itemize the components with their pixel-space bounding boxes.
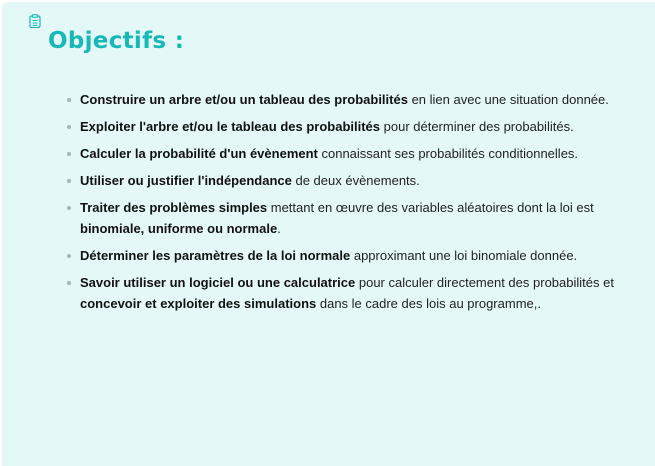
objective-item (64, 143, 624, 164)
objectives-list (64, 89, 624, 320)
objective-item (64, 116, 624, 137)
objective-text: connaissant ses probabilités conditionnelles. (317, 146, 579, 161)
objective-key-phrase: Utiliser ou justifier l'indépendance (80, 173, 292, 188)
objective-text: en lien avec une situation donnée. (407, 92, 609, 107)
objective-key-phrase: Déterminer les paramètres de la loi normale (80, 248, 351, 263)
objective-key-phrase: Traiter des problèmes simples (80, 200, 268, 215)
objective-text: de deux évènements. (291, 173, 420, 188)
objective-key-phrase: Calculer la probabilité d'un évènement (80, 146, 318, 161)
objective-item (64, 272, 624, 314)
objective-text: approximant une loi binomiale donnée. (350, 248, 578, 263)
objective-key-phrase: binomiale, uniforme ou normale (80, 221, 278, 236)
objective-item (64, 89, 624, 110)
clipboard-list-icon (29, 14, 41, 28)
objective-item (64, 197, 624, 239)
objectives-panel (2, 2, 655, 466)
objective-text: pour déterminer des probabilités. (380, 119, 574, 134)
objective-item (64, 245, 624, 266)
objective-key-phrase: Exploiter l'arbre et/ou le tableau des probabilités (80, 119, 381, 134)
objective-key-phrase: Construire un arbre et/ou un tableau des probabilités (80, 92, 408, 107)
objective-text: . (277, 221, 281, 236)
objective-key-phrase: concevoir et exploiter des simulations (80, 296, 317, 311)
objective-key-phrase: Savoir utiliser un logiciel ou une calculatrice (80, 275, 356, 290)
objective-item (64, 170, 624, 191)
objective-text: pour calculer directement des probabilités et (355, 275, 614, 290)
objectives-title: Objectifs : (48, 28, 185, 54)
objective-text: dans le cadre des lois au programme,. (316, 296, 541, 311)
objective-text: mettant en œuvre des variables aléatoires dont la loi est (267, 200, 594, 215)
